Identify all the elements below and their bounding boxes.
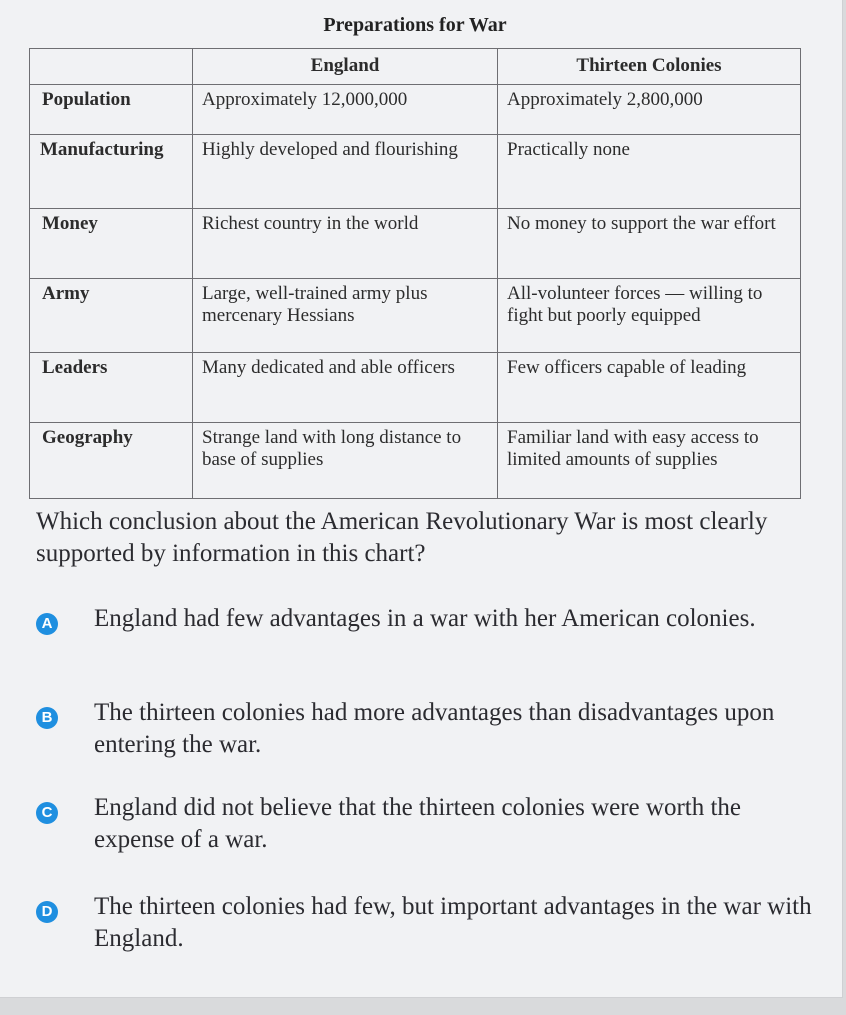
colonies-cell: Practically none (498, 135, 801, 209)
row-label: Leaders (30, 353, 193, 423)
england-cell: Many dedicated and able officers (193, 353, 498, 423)
table-row (30, 209, 801, 279)
colonies-cell: Familiar land with easy access to limited amounts of supplies (498, 423, 801, 499)
table-row (30, 85, 801, 135)
table-header-row (30, 49, 801, 85)
question-text: Which conclusion about the American Revolutionary War is most clearly supported by information in this chart? (36, 508, 768, 567)
option-d-badge[interactable]: D (36, 901, 58, 923)
table-row (30, 135, 801, 209)
colonies-cell: Approximately 2,800,000 (498, 85, 801, 135)
england-cell: Approximately 12,000,000 (193, 85, 498, 135)
table-row (30, 423, 801, 499)
england-cell: Strange land with long distance to base of supplies (193, 423, 498, 499)
table-title: Preparations for War (323, 14, 507, 36)
comparison-table (29, 48, 801, 499)
colonies-cell: No money to support the war effort (498, 209, 801, 279)
colonies-cell: Few officers capable of leading (498, 353, 801, 423)
header-colonies: Thirteen Colonies (498, 49, 801, 85)
header-england: England (193, 49, 498, 85)
table-row (30, 353, 801, 423)
option-a-text[interactable]: England had few advantages in a war with her American colonies. (94, 605, 756, 632)
england-cell: Richest country in the world (193, 209, 498, 279)
option-b-text[interactable]: The thirteen colonies had more advantages than disadvantages upon entering the war. (94, 699, 775, 758)
row-label: Geography (30, 423, 193, 499)
england-cell: Highly developed and flourishing (193, 135, 498, 209)
option-b-badge[interactable]: B (36, 707, 58, 729)
row-label: Manufacturing (30, 135, 193, 209)
option-a-badge[interactable]: A (36, 613, 58, 635)
row-label: Population (30, 85, 193, 135)
header-blank (30, 49, 193, 85)
colonies-cell: All-volunteer forces — willing to fight but poorly equipped (498, 279, 801, 353)
england-cell: Large, well-trained army plus mercenary Hessians (193, 279, 498, 353)
option-c-badge[interactable]: C (36, 802, 58, 824)
table-row (30, 279, 801, 353)
row-label: Money (30, 209, 193, 279)
option-c-text[interactable]: England did not believe that the thirteen colonies were worth the expense of a war. (94, 794, 742, 853)
row-label: Army (30, 279, 193, 353)
option-d-text[interactable]: The thirteen colonies had few, but important advantages in the war with England. (94, 893, 812, 952)
